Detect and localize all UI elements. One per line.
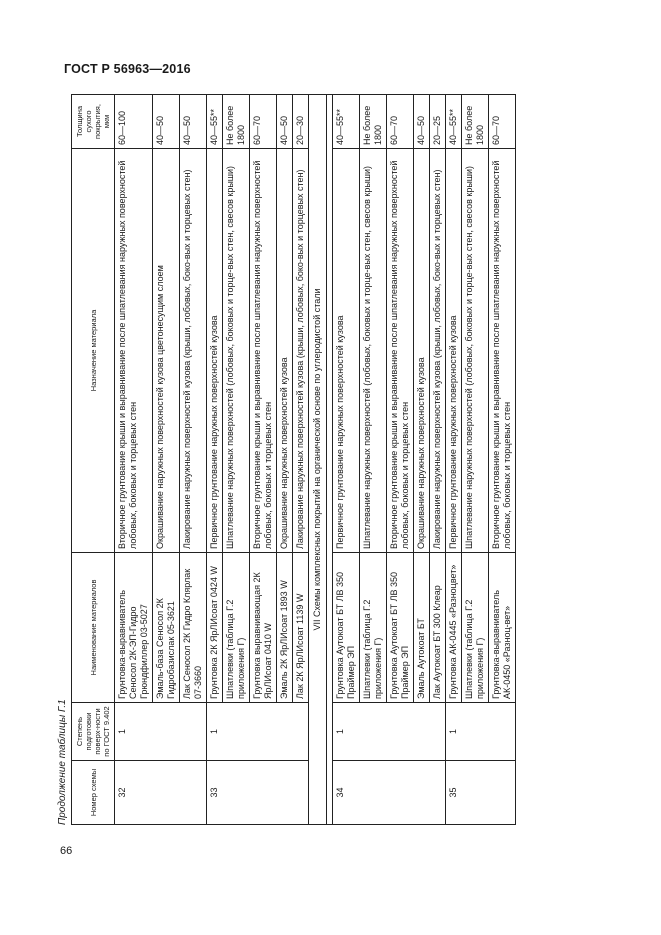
header-material-name: Наименование материалов xyxy=(72,553,115,703)
thickness-cell: 60—70 xyxy=(387,95,414,149)
thickness-cell: 40—55** xyxy=(333,95,360,149)
material-cell: Грунтовка-выравниватель Сеносол 2К-ЭП-Гидро Грюндфиллер 03-5027 xyxy=(115,553,153,703)
material-cell: Грунтовка АК-0445 «Разноцвет» xyxy=(446,553,462,703)
table-row xyxy=(333,95,360,825)
purpose-cell: Шпатлевание наружных поверхностей (лобовых, боковых и торце-вых стен, свесов крыши) xyxy=(462,149,489,553)
thickness-cell: 40—50 xyxy=(414,95,430,149)
thickness-cell: 40—55** xyxy=(446,95,462,149)
material-cell: Грунтовка Аутокоат БТ ЛВ 350 Праймер ЭП xyxy=(387,553,414,703)
table-row xyxy=(207,95,223,825)
table-row xyxy=(446,95,462,825)
material-cell: Лак Сеносол 2К Гидро Клярлак 07-3660 xyxy=(180,553,207,703)
header-dry-thickness: Толщина сухого покрытия, мкм xyxy=(72,95,115,149)
prep-degree-cell: 1 xyxy=(446,703,516,761)
purpose-cell: Первичное грунтование наружных поверхностей кузова xyxy=(333,149,360,553)
scheme-number-cell: 35 xyxy=(446,761,516,825)
header-surface-prep: Степень подготовки поверх-ности по ГОСТ 9.402 xyxy=(72,703,115,761)
scheme-number-cell: 32 xyxy=(115,761,207,825)
purpose-cell: Окрашивание наружных поверхностей кузова xyxy=(277,149,293,553)
page-number: 66 xyxy=(60,845,73,857)
material-cell: Грунтовка выравнивающая 2К ЯрЛИсоат 0410 W xyxy=(250,553,277,703)
prep-degree-cell: 1 xyxy=(333,703,446,761)
scheme-number-cell: 34 xyxy=(333,761,446,825)
purpose-cell: Лакирование наружных поверхностей кузова (крыши, лобовых, боко-вых и торцевых стен) xyxy=(430,149,446,553)
section-title: VII Схемы комплексных покрытий на органической основе по углеродистой стали xyxy=(309,95,327,825)
purpose-cell: Окрашивание наружных поверхностей кузова xyxy=(414,149,430,553)
material-cell: Грунтовка Аутокоат БТ ЛВ 350 Праймер ЭП xyxy=(333,553,360,703)
purpose-cell: Вторичное грунтование крыши и выравнивание после шпатлевания наружных поверхностей лобовых, боковых и торцевых стен xyxy=(387,149,414,553)
prep-degree-cell: 1 xyxy=(207,703,309,761)
standard-title: ГОСТ Р 56963—2016 xyxy=(64,62,191,76)
material-cell: Грунтовка-выравниватель АК-0450 «Разноц-вет» xyxy=(489,553,516,703)
thickness-cell: 20—25 xyxy=(430,95,446,149)
thickness-cell: 40—55** xyxy=(207,95,223,149)
material-cell: Грунтовка 2К ЯрЛИсоат 0424 W xyxy=(207,553,223,703)
scheme-number-cell: 33 xyxy=(207,761,309,825)
table-caption: Продолжение таблицы Г.1 xyxy=(57,699,68,825)
thickness-cell: Не более 1800 xyxy=(360,95,387,149)
material-cell: Эмаль-база Сеносол 2К Гидробазислак 05-3621 xyxy=(153,553,180,703)
table-header-row xyxy=(72,95,115,825)
section-row xyxy=(309,95,327,825)
purpose-cell: Шпатлевание наружных поверхностей (лобовых, боковых и торце-вых стен, свесов крыши) xyxy=(360,149,387,553)
purpose-cell: Первичное грунтование наружных поверхностей кузова xyxy=(207,149,223,553)
material-cell: Шпатлевки (таблица Г.2 приложения Г) xyxy=(462,553,489,703)
thickness-cell: 60—70 xyxy=(489,95,516,149)
material-cell: Эмаль Аутокоат БТ xyxy=(414,553,430,703)
thickness-cell: Не более 1800 xyxy=(223,95,250,149)
purpose-cell: Лакирование наружных поверхностей кузова (крыши, лобовых, боко-вых и торцевых стен) xyxy=(180,149,207,553)
purpose-cell: Лакирование наружных поверхностей кузова (крыши, лобовых, боко-вых и торцевых стен) xyxy=(293,149,309,553)
purpose-cell: Вторичное грунтование крыши и выравнивание после шпатлевания наружных поверхностей лобовых, боковых и торцевых стен xyxy=(115,149,153,553)
thickness-cell: 60—70 xyxy=(250,95,277,149)
thickness-cell: 40—50 xyxy=(153,95,180,149)
thickness-cell: Не более 1800 xyxy=(462,95,489,149)
purpose-cell: Вторичное грунтование крыши и выравнивание после шпатлевания наружных поверхностей лобовых, боковых и торцевых стен xyxy=(250,149,277,553)
purpose-cell: Шпатлевание наружных поверхностей (лобовых, боковых и торце-вых стен, свесов крыши) xyxy=(223,149,250,553)
thickness-cell: 40—50 xyxy=(180,95,207,149)
header-scheme-number: Номер схемы xyxy=(72,761,115,825)
thickness-cell: 40—50 xyxy=(277,95,293,149)
coating-schemes-table xyxy=(71,94,516,825)
thickness-cell: 20—30 xyxy=(293,95,309,149)
material-cell: Лак Аутокоат БТ 300 Клеар xyxy=(430,553,446,703)
header-material-purpose: Назначение материала xyxy=(72,149,115,553)
thickness-cell: 60—100 xyxy=(115,95,153,149)
material-cell: Шпатлевки (таблица Г.2 приложения Г) xyxy=(223,553,250,703)
purpose-cell: Окрашивание наружных поверхностей кузова цветонесущим слоем xyxy=(153,149,180,553)
material-cell: Лак 2К ЯрЛИсоат 1139 W xyxy=(293,553,309,703)
rotated-table-area xyxy=(55,95,598,825)
material-cell: Шпатлевки (таблица Г.2 приложения Г) xyxy=(360,553,387,703)
purpose-cell: Первичное грунтование наружных поверхностей кузова xyxy=(446,149,462,553)
table-row xyxy=(115,95,153,825)
prep-degree-cell: 1 xyxy=(115,703,207,761)
material-cell: Эмаль 2К ЯрЛИсоат 1893 W xyxy=(277,553,293,703)
purpose-cell: Вторичное грунтование крыши и выравнивание после шпатлевания наружных поверхностей лобовых, боковых и торцевых стен xyxy=(489,149,516,553)
